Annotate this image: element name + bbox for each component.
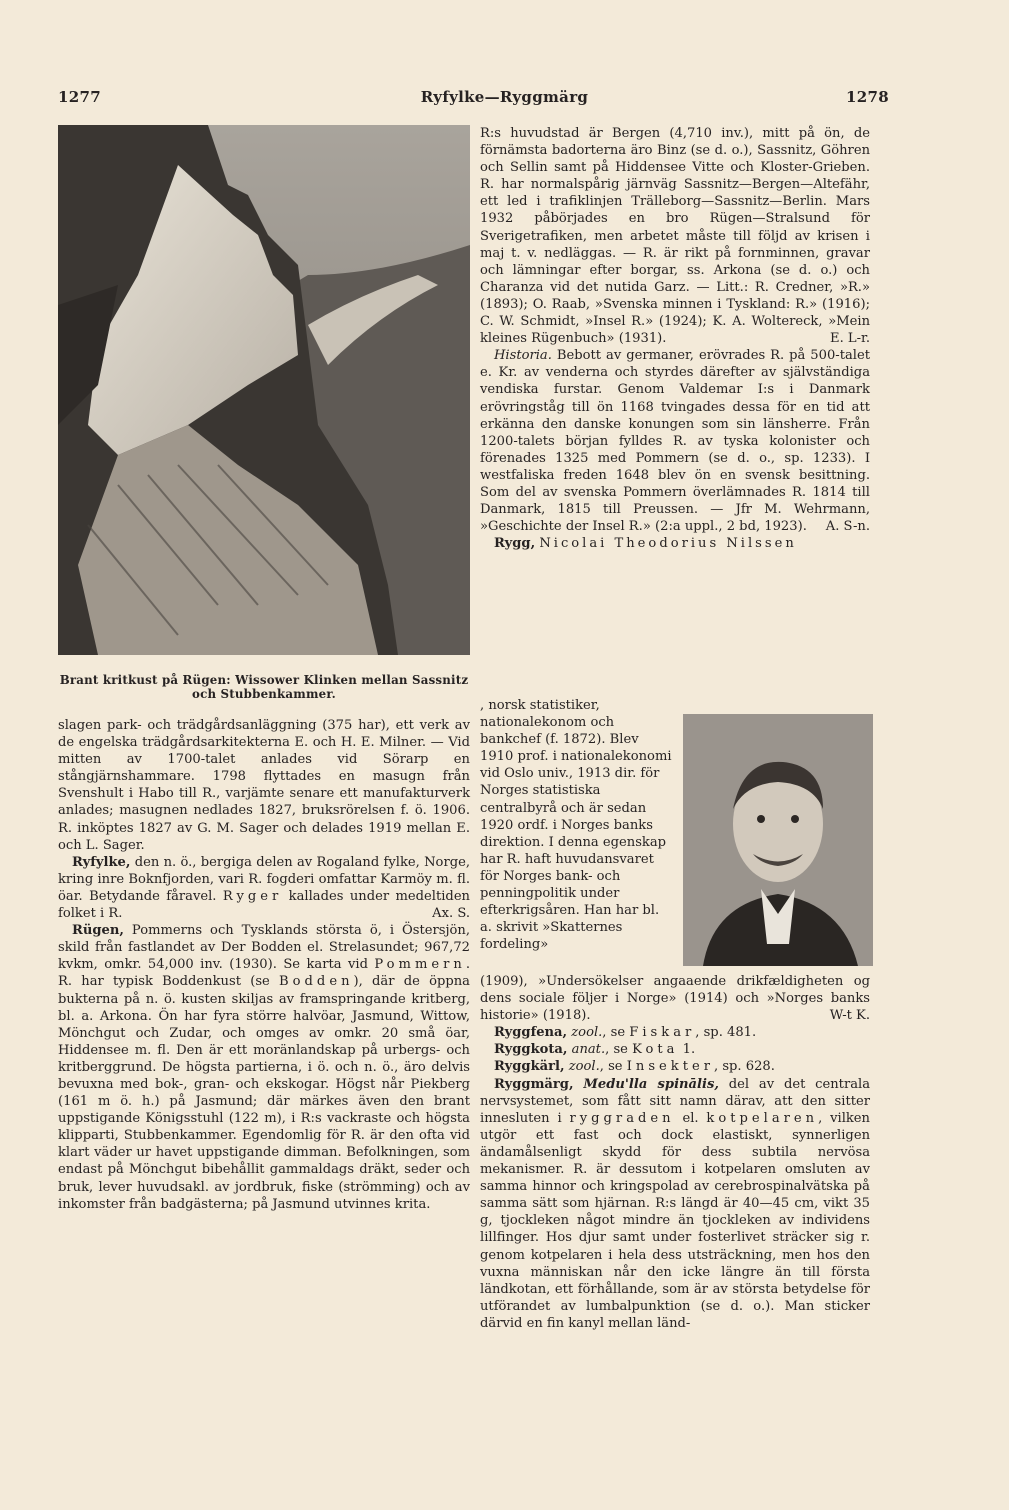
entry-text: ), där de öppna bukterna på n. ö. kusten skiljas av framspringande kritberg, bl. a. Arkona. Ön har fyra större halvöar, Jasmund, Wittow, Mönchgut och Zudar, och omges av omkr. 20 små öar, Hiddensee m. fl. Den är ett moränlandskap på urbergs- och kritberggrund. De högsta partierna, i ö. och n. ö., äro delvis bevuxna med bok-, gran- och ekskogar. Högst når Piekberg (161 m ö. h.) på Jasmund; där märkes även den brant uppstigande Königsstuhl (122 m), i R:s vackraste och högsta klipparti, Stubbenkammer. Egendomlig för R. är den ofta vid klart väder ur havet uppstigande dimman. Befolkningen, som endast på Mönchgut bibehållit gammaldags dräkt, seder och bruk, lever huvudsakl. av jordbruk, fiske (strömming) och av inkomster från badgästerna; på Jasmund utvinnes krita. (58, 974, 470, 1212)
cross-reference: Fiskar (629, 1025, 696, 1041)
entry-text: 1. (678, 1042, 696, 1058)
entry-text: (1909), »Undersökelser angaaende drikfældigheten og dens sociale följer i Norge» (1914) och »Norges banks historie» (1918). (480, 974, 870, 1024)
entry-text: R:s huvudstad är Bergen (4,710 inv.), mitt på ön, de förnämsta badorterna äro Binz (se d. o.), Sassnitz, Göhren och Sellin samt på Hiddensee Vitte och Kloster-Grieben. R. har normalspårig järnväg Sassnitz—Bergen—Altefähr, ett led i trafiklinjen Trälleborg—Sassnitz—Berlin. Mars 1932 påbörjades en bro Rügen—Stralsund för Sverigetrafiken, men arbetet måste till följd av krisen i maj t. v. nedläggas. — R. är rikt på fornminnen, gravar och lämningar efter borgar, ss. Arkona (se d. o.) och Charanza vid det nutida Garz. — Litt.: R. Credner, »R.» (1893); O. Raab, »Svenska minnen i Tyskland: R.» (1916); C. W. Schmidt, »Insel R.» (1924); K. A. Woltereck, »Mein kleines Rügenbuch» (1931). (480, 126, 870, 347)
paragraph-historia (480, 347, 870, 535)
entry-text: del av det centrala nervsystemet, som fått sitt namn därav, att den sitter innesluten i (480, 1076, 871, 1126)
rygg-biography-cont (480, 973, 870, 1024)
entry-rygg (480, 535, 870, 552)
rygg-biography-narrow (480, 697, 675, 953)
latin-term: Medu'lla spinālis, (583, 1076, 719, 1092)
paragraph-rugen-cont (480, 125, 870, 347)
entry-text: , se (605, 1042, 633, 1058)
portrait-photo (683, 714, 873, 966)
entry-text: , sp. 481. (695, 1025, 757, 1041)
entry-ryggmarg (480, 1076, 870, 1332)
person-name: Nicolai Theodorius Nilssen (539, 536, 797, 552)
page-number-left: 1277 (58, 88, 101, 106)
page-number-right: 1278 (846, 88, 889, 106)
entry-text: , vilken utgör ett fast och dock elastiskt, synnerligen ändamålsenligt skydd för dess subtila nervösa mekanismer. R. är dessutom i kotpelaren omsluten av samma hinnor och kringspolad av cerebrospinalvätska på samma sätt som hjärnan. R:s längd är 40—45 cm, vikt 35 g, tjockleken något mindre än tjockleken av individens lillfinger. Hos djur samt under fosterlivet sträcker sig r. genom kotpelaren i hela dess utsträckning, men hos den vuxna människan når den icke längre än till första ländkotan, ett förhållande, som är av största betydelse för utförandet av lumbalpunktion (se d. o.). Man sticker därvid en fin kanyl mellan länd- (480, 1110, 870, 1331)
spaced-term: Ryger (222, 888, 283, 904)
cross-reference: Bodden (279, 974, 354, 990)
section-label: Historia. (494, 348, 552, 364)
headword-ryfylke: Ryfylke, (72, 854, 131, 870)
entry-text: kallades under medeltiden folket i R. (58, 888, 470, 922)
paragraph-sorarp: slagen park- och trädgårdsanläggning (375 har), ett verk av de engelska trädgårdsarkitekterna E. och H. E. Milner. — Vid mitten av 1700-talet anlades vid Sörarp en stångjärnshammare. 1798 flyttades en masugn från Svenshult i Habo till R., varjämte senare ett manufakturverk anlades; masugnen nedlades 1827, bruksrörelsen f. ö. 1906. R. inköptes 1827 av G. M. Sager och delades 1919 mellan E. och L. Sager. (58, 718, 470, 853)
entry-ryggkarl (480, 1058, 870, 1075)
headword: Ryggmärg, (494, 1076, 574, 1092)
field-label: zool. (571, 1025, 603, 1041)
chalk-cliff-photo (58, 125, 470, 655)
field-label: zool. (568, 1059, 600, 1075)
figure-caption: Brant kritkust på Rügen: Wissower Klinken mellan Sassnitz och Stubbenkammer. (59, 673, 469, 701)
entry-text: Pommerns och Tysklands största ö, i Östersjön, skild från fastlandet av Der Bodden el. Strelasundet; 967,72 kvkm, omkr. 54,000 inv. (1930). Se karta vid (58, 923, 470, 973)
entry-rugen (58, 922, 470, 1213)
author-signature: Ax. S. (432, 906, 470, 922)
author-signature: E. L-r. (830, 331, 870, 347)
headword-rygg: Rygg, (494, 536, 536, 552)
entry-ryggfena (480, 1024, 870, 1041)
entry-text: , se (602, 1025, 630, 1041)
headword: Ryggkota, (494, 1042, 568, 1058)
entry-ryggkota (480, 1041, 870, 1058)
cross-reference: Insekter (626, 1059, 714, 1075)
entry-text: el. (674, 1110, 707, 1126)
entry-ryfylke (58, 854, 470, 922)
right-column-bottom (480, 973, 870, 1332)
right-column-top (480, 125, 870, 552)
headword: Ryggfena, (494, 1025, 568, 1041)
author-signature: W-t K. (829, 1008, 870, 1024)
field-label: anat. (571, 1042, 606, 1058)
cross-reference: ryggraden (569, 1110, 675, 1126)
running-title: Ryfylke—Ryggmärg (420, 88, 589, 106)
cross-reference: kotpelaren (706, 1110, 819, 1126)
entry-text: , sp. 628. (714, 1059, 775, 1075)
entry-text: Bebott av germaner, erövrades R. på 500-talet e. Kr. av venderna och styrdes därefter av självständiga vendiska furstar. Genom Valdemar I:s i Danmark erövringståg till ön 1168 tvingades dessa för en tid att erkänna den danske konungen som sin länsherre. Från 1200-talets början fylldes R. av tyska kolonister och förenades 1325 med Pommern (se d. o., sp. 1233). I westfaliska freden 1648 blev ön en svensk besittning. Som del av svenska Pommern överlämnades R. 1814 till Danmark, 1815 till Preussen. — Jfr M. Wehrmann, »Geschichte der Insel R.» (2:a uppl., 2 bd, 1923). (480, 348, 870, 535)
entry-text: . R. har typisk Boddenkust (se (58, 957, 470, 990)
cross-reference: Kota (632, 1042, 679, 1058)
entry-text: den n. ö., bergiga delen av Rogaland fylke, Norge, kring inre Boknfjorden, vari R. fogderi omfattar Karmöy m. fl. öar. Betydande fåravel. (58, 854, 470, 904)
left-column (58, 717, 470, 1213)
headword-rugen: Rügen, (72, 923, 124, 939)
entry-text: , se (599, 1059, 627, 1075)
author-signature: A. S-n. (825, 519, 870, 535)
cross-reference: Pommern (374, 957, 466, 973)
entry-text: , norsk statistiker, nationalekonom och bankchef (f. 1872). Blev 1910 prof. i nationalekonomi vid Oslo univ., 1913 dir. för Norges statistiska centralbyrå och är sedan 1920 ordf. i Norges banks direktion. I denna egenskap har R. haft huvudansvaret för Norges bank- och penningpolitik under efterkrigsåren. Han har bl. a. skrivit »Skatternes fordeling» (480, 698, 672, 953)
headword: Ryggkärl, (494, 1059, 565, 1075)
